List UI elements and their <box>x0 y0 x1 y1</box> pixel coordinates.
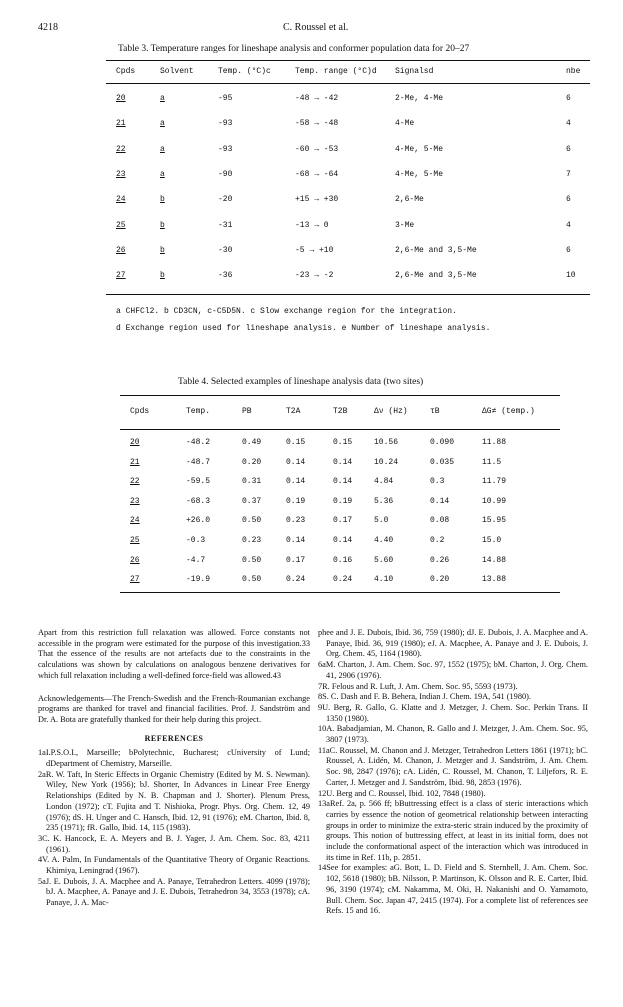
table3-cell: 26 <box>116 245 126 255</box>
table4-cell: 15.95 <box>482 516 507 526</box>
table4-cell: 24 <box>130 516 140 526</box>
table4-cell: 4.40 <box>374 536 394 545</box>
reference-item: 2aR. W. Taft, In Steric Effects in Organic Chemistry (Edited by M. S. Newman). Wiley, New York (1956); bJ. Shorter, In Advances in Linear Free Energy Relationships (Edited by N. B. Chapman and J. Shorter). Plenum Press, London (1972); cT. Fujita and T. Nishioka, Progr. Phys. Org. Chem. 12, 49 (1976); dS. H. Unger and C. Hansch, Ibid. 12, 91 (1976); eM. Charton, Ibid. 8, 235 (1971); fR. Gallo, Ibid. 14, 115 (1983). <box>38 769 310 833</box>
table4-cell: 0.23 <box>242 536 262 545</box>
table4-cell: 4.10 <box>374 575 394 585</box>
table4-cell: -59.5 <box>186 477 211 487</box>
table3-cell: b <box>160 220 165 230</box>
table4-cell: 5.0 <box>374 516 389 526</box>
table4-header-cell: T2A <box>286 407 301 416</box>
table4-cell: 0.50 <box>242 555 262 565</box>
table4-cell: 0.17 <box>286 555 306 565</box>
table4-header-cell: T2B <box>333 407 348 416</box>
table3-header-cell: Solvent <box>160 67 194 76</box>
table4-cell: -19.9 <box>186 575 211 585</box>
table3-cell: -20 <box>218 195 233 205</box>
reference-item: 11aC. Roussel, M. Chanon and J. Metzger, Tetrahedron Letters 1861 (1971); bC. Roussel, A. Lidén, M. Chanon, J. Metzger and J. Sandström, J. Am. Chem. Soc. 98, 2847 (1976); cA. Lidén, C. Roussel, M. Chanon, T. Liljefors, R. E. Carter, J. Metzger and J. Sandström, Ibid. 98, 2853 (1976). <box>318 745 588 787</box>
table4-header-cell: Δν (Hz) <box>374 407 408 416</box>
table4-cell: 0.20 <box>430 575 450 585</box>
table4-caption: Table 4. Selected examples of lineshape analysis data (two sites) <box>178 377 424 387</box>
table3-cell: -60 → -53 <box>295 144 339 154</box>
table4-cell: 0.14 <box>286 536 306 545</box>
reference-item: 9U. Berg, R. Gallo, G. Klatte and J. Metzger, J. Chem. Soc. Perkin Trans. II 1350 (1980). <box>318 702 588 723</box>
table4-cell: 10.24 <box>374 457 399 467</box>
reference-item: 13aRef. 2a, p. 566 ff; bButtressing effect is a class of steric interactions which carries by essence the notion of geometrical relationship between interacting groups in order to minimize the extra-steric strain induced by the proximity of groups. This notion of buttressing effect, at least in its initial form, does not include the conformational aspect of the interaction which was introduced in its time in Ref. 11b, p. 2851. <box>318 799 588 862</box>
table4-cell: 10.56 <box>374 438 399 447</box>
table3-cell: 4-Me <box>395 119 415 129</box>
table4-cell: 0.24 <box>286 575 306 585</box>
table4-cell: 21 <box>130 457 140 467</box>
right-column <box>318 628 588 917</box>
table4-cell: 0.14 <box>286 457 306 467</box>
table4-cell: 15.0 <box>482 536 502 545</box>
table3-cell: +15 → +30 <box>295 195 339 205</box>
table3-cell: 24 <box>116 195 126 205</box>
table3-cell: b <box>160 195 165 205</box>
table4-cell: 0.14 <box>286 477 306 487</box>
table4-cell: 20 <box>130 438 140 447</box>
table4-header-cell: ΔG≠ (temp.) <box>482 407 535 416</box>
table3-cell: 2,6-Me and 3,5-Me <box>395 245 477 255</box>
reference-item: phee and J. E. Dubois, Ibid. 36, 759 (1980); dJ. E. Dubois, J. A. Macphee and A. Panaye, Ibid. 36, 919 (1980); eJ. A. Macphee, A. Panaye and J. E. Dubois, J. Org. Chem. 45, 1164 (1980). <box>318 628 588 659</box>
table4-cell: 10.99 <box>482 496 507 506</box>
table3-cell: a <box>160 144 165 154</box>
table3-cell: 2,6-Me and 3,5-Me <box>395 271 477 281</box>
table3-cell: 21 <box>116 119 126 129</box>
table3-cell: 6 <box>566 195 571 205</box>
table4-cell: 5.60 <box>374 555 394 565</box>
table3-footnote-1: a CHFCl2. b CD3CN, c-C5D5N. c Slow exchange region for the integration. <box>116 307 457 316</box>
table3-cell: 2,6-Me <box>395 195 424 205</box>
table4-cell: 23 <box>130 496 140 506</box>
table3-cell: -68 → -64 <box>295 169 339 179</box>
table4-cell: 0.37 <box>242 496 262 506</box>
table3-cell: 4-Me, 5-Me <box>395 169 444 179</box>
table3-header-cell: Signalsd <box>395 67 434 76</box>
table3-cell: b <box>160 271 165 281</box>
table4-cell: -4.7 <box>186 555 206 565</box>
table3-cell: 4 <box>566 220 571 230</box>
table4-cell: 0.3 <box>430 477 445 487</box>
table3-cell: a <box>160 169 165 179</box>
table3-cell: a <box>160 94 165 103</box>
table3-cell: -93 <box>218 144 233 154</box>
table3-cell: 7 <box>566 169 571 179</box>
table3-cell: 25 <box>116 220 126 230</box>
table4-cell: 0.08 <box>430 516 450 526</box>
body-paragraph: Apart from this restriction full relaxation was allowed. Force constants not accessible in the program were estimated for the purpose of this investigation.33 That the essence of the results are not artefacts due to the constraints in the calculations was shown by calculations on analogous benzene derivatives for which full relaxation including a well-defined force-field was allowed.43 <box>38 628 310 680</box>
table4-header-cell: Temp. <box>186 407 211 416</box>
reference-item: 6aM. Charton, J. Am. Chem. Soc. 97, 1552 (1975); bM. Charton, J. Org. Chem. 41, 2906 (1976). <box>318 660 588 680</box>
table4-cell: 0.26 <box>430 555 450 565</box>
table4-cell: -0.3 <box>186 536 206 545</box>
table3-header-cell: Temp. (°C)c <box>218 67 271 76</box>
table3-cell: 27 <box>116 271 126 281</box>
table3-header-cell: Temp. range (°C)d <box>295 67 377 76</box>
table4-cell: 0.50 <box>242 575 262 585</box>
table3-cell: -5 → +10 <box>295 245 334 255</box>
table4-cell: 4.84 <box>374 477 394 487</box>
table4-cell: 11.88 <box>482 438 507 447</box>
table3-cell: -90 <box>218 169 233 179</box>
table3-cell: 23 <box>116 169 126 179</box>
running-header: C. Roussel et al. <box>283 22 349 33</box>
table3-cell: 6 <box>566 144 571 154</box>
table4-cell: +26.0 <box>186 516 211 526</box>
reference-item: 12U. Berg and C. Roussel, Ibid. 102, 7848 (1980). <box>318 788 486 798</box>
table4-header-cell: τB <box>430 407 440 416</box>
reference-item: 10A. Babadjamian, M. Chanon, R. Gallo and J. Metzger, J. Am. Chem. Soc. 95, 3807 (1973). <box>318 724 588 745</box>
table4-cell: 0.14 <box>333 536 353 545</box>
reference-item: 3C. K. Hancock, E. A. Meyers and B. J. Yager, J. Am. Chem. Soc. 83, 4211 (1961). <box>38 833 310 854</box>
table4-cell: -48.2 <box>186 438 211 447</box>
reference-item: 8S. C. Dash and F. B. Behera, Indian J. Chem. 19A, 541 (1980). <box>318 692 531 702</box>
page-number: 4218 <box>38 22 58 33</box>
table3-cell: -13 → 0 <box>295 220 329 230</box>
table3-cell: 20 <box>116 94 126 103</box>
table3-cell: -30 <box>218 245 233 255</box>
table3-cell: -23 → -2 <box>295 271 334 281</box>
table3-caption: Table 3. Temperature ranges for lineshape analysis and conformer population data for 20–27 <box>118 44 470 54</box>
table3-cell: a <box>160 119 165 129</box>
table4-cell: 0.16 <box>333 555 353 565</box>
table3-footnote-2: d Exchange region used for lineshape analysis. e Number of lineshape analysis. <box>116 324 491 333</box>
table4-cell: 0.50 <box>242 516 262 526</box>
table4-cell: 0.14 <box>333 477 353 487</box>
table3-cell: 6 <box>566 94 571 103</box>
reference-item: 4V. A. Palm, In Fundamentals of the Quantitative Theory of Organic Reactions. Khimiya, Leningrad (1967). <box>38 855 310 876</box>
table3-cell: 6 <box>566 245 571 255</box>
reference-item: 1aI.P.S.O.I., Marseille; bPolytechnic, Bucharest; cUniversity of Lund; dDepartment of Chemistry, Marseille. <box>38 748 310 769</box>
table3-cell: -48 → -42 <box>295 94 339 103</box>
table3-cell: 10 <box>566 271 576 281</box>
table4-cell: 25 <box>130 536 140 545</box>
table4-cell: 0.49 <box>242 438 262 447</box>
table4-cell: -48.7 <box>186 457 211 467</box>
table3-cell: 2-Me, 4-Me <box>395 94 444 103</box>
table4-cell: 0.15 <box>286 438 306 447</box>
table3-cell: b <box>160 245 165 255</box>
table3-cell: -58 → -48 <box>295 119 339 129</box>
table3-cell: -93 <box>218 119 233 129</box>
table3-cell: 4-Me, 5-Me <box>395 144 444 154</box>
table3-header-cell: nbe <box>566 67 581 76</box>
reference-item: 14See for examples: aG. Bott, L. D. Field and S. Sternhell, J. Am. Chem. Soc. 102, 5618 (1980); bB. Nilsson, P. Martinson, K. Olsson and R. E. Carter, Ibid. 96, 3190 (1974); cM. Nakamma, M. Oki, H. Nakanishi and O. Yamamoto, Bull. Chem. Soc. Japan 47, 2415 (1974). For a complete list of references see Refs. 15 and 16. <box>318 863 588 916</box>
table3-cell: -95 <box>218 94 233 103</box>
table3-cell: -36 <box>218 271 233 281</box>
references-heading: REFERENCES <box>144 733 204 743</box>
table4-cell: 14.88 <box>482 555 507 565</box>
table4-cell: 22 <box>130 477 140 487</box>
table4-header-cell: PB <box>242 407 252 416</box>
table4-cell: 26 <box>130 555 140 565</box>
table4-cell: 11.79 <box>482 477 507 487</box>
table4-cell: 27 <box>130 575 140 585</box>
table3-header-cell: Cpds <box>116 67 136 76</box>
table4-bottom-rule <box>120 592 560 593</box>
table4-cell: 5.36 <box>374 496 394 506</box>
reference-item: 7R. Felous and R. Luft, J. Am. Chem. Soc. 95, 5593 (1973). <box>318 681 518 691</box>
table4-cell: 0.23 <box>286 516 306 526</box>
table4-cell: 0.19 <box>333 496 353 506</box>
acknowledgements: Acknowledgements—The French-Swedish and the French-Roumanian exchange programs are thanked for travel and financial facilities. Prof. J. Sandström and Dr. A. Bota are gratefully thanked for their help during this project. <box>38 693 310 724</box>
table3-cell: -31 <box>218 220 233 230</box>
table4-cell: -68.3 <box>186 496 211 506</box>
table4-cell: 0.31 <box>242 477 262 487</box>
reference-item: 5aJ. E. Dubois, J. A. Macphee and A. Panaye, Tetrahedron Letters. 4099 (1978); bJ. A. Macphee, A. Panaye and J. E. Dubois, Tetrahedron 34, 3553 (1978); cA. Panaye, J. A. Mac- <box>38 876 310 908</box>
table4-cell: 0.24 <box>333 575 353 585</box>
table4-cell: 0.17 <box>333 516 353 526</box>
table3-cell: 4 <box>566 119 571 129</box>
table4-header-cell: Cpds <box>130 407 150 416</box>
table3-cell: 3-Me <box>395 220 415 230</box>
left-column <box>38 628 310 909</box>
table4-cell: 0.2 <box>430 536 445 545</box>
table4-cell: 0.035 <box>430 457 455 467</box>
table4-cell: 13.88 <box>482 575 507 585</box>
table4-cell: 0.090 <box>430 438 455 447</box>
table4-cell: 0.20 <box>242 457 262 467</box>
table4-header-rule <box>120 429 560 430</box>
table4-cell: 0.14 <box>430 496 450 506</box>
table4-cell: 0.15 <box>333 438 353 447</box>
table4-cell: 0.19 <box>286 496 306 506</box>
table3-cell: 22 <box>116 144 126 154</box>
table4-cell: 11.5 <box>482 457 502 467</box>
table4-cell: 0.14 <box>333 457 353 467</box>
